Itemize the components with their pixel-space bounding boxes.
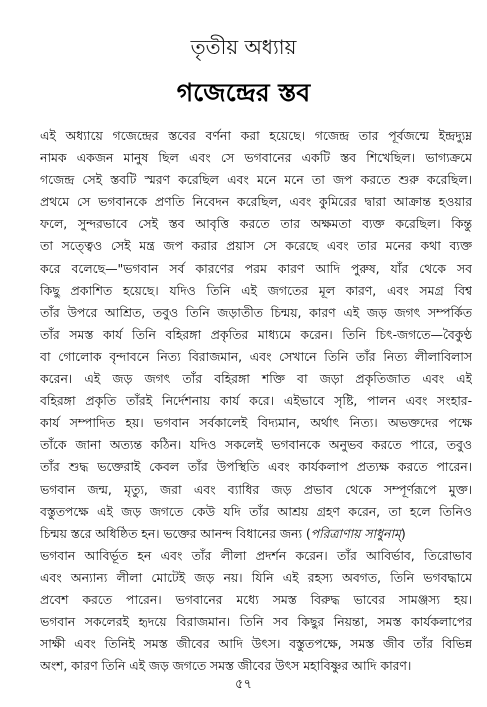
- text-line-12: করেন। এই জড় জগৎ তাঁর বহিরঙ্গা শক্তি বা জড়া প্রকৃতিজাত এবং এই: [40, 371, 472, 387]
- italic-phrase: পরিত্রাণায় সাধুনাম্: [310, 525, 401, 541]
- text-line-19: [40, 523, 472, 545]
- italic-close: ): [400, 525, 406, 541]
- text-line-17: ভগবান জন্ম, মৃত্যু, জরা এবং ব্যাধির জড় প্রভাব থেকে সম্পূর্ণরূপে মুক্ত।: [40, 481, 472, 497]
- text-line-23: ভগবান সকলেরই হৃদয়ে বিরাজমান। তিনি সব কিছুর নিয়ন্তা, সমস্ত কার্যকলাপের: [40, 614, 472, 630]
- text-line-10: তাঁর সমস্ত কার্য তিনি বহিরঙ্গা প্রকৃতির মাধ্যমে করেন। তিনি চিৎ-জগতে—বৈকুণ্ঠ: [40, 326, 472, 342]
- text-line-20: ভগবান আবির্ভূত হন এবং তাঁর লীলা প্রদর্শন করেন। তাঁর আবির্ভাব, তিরোভাব: [40, 547, 472, 563]
- text-line-6: তা সত্ত্বেও সেই মন্ত্র জপ করার প্রয়াস সে করেছে এবং তার মনের কথা ব্যক্ত: [40, 238, 472, 254]
- text-line-13: বহিরঙ্গা প্রকৃতি তাঁরই নির্দেশনায় কার্য করে। এইভাবে সৃষ্টি, পালন এবং সংহার-: [40, 393, 472, 409]
- text-line-15: তাঁকে জানা অত্যন্ত কঠিন। যদিও সকলেই ভগবানকে অনুভব করতে পারে, তবুও: [40, 437, 472, 453]
- text-line-24: সাক্ষী এবং তিনিই সমস্ত জীবের আদি উৎস। বস্তুতপক্ষে, সমস্ত জীব তাঁর বিভিন্ন: [40, 636, 472, 652]
- text-line-19-start: চিন্ময় স্তরে অধিষ্ঠিত হন। ভক্তের আনন্দ বিধানের জন্য (: [40, 525, 311, 541]
- text-line-14: কার্য সম্পাদিত হয়। ভগবান সর্বকালেই বিদ্যমান, অর্থাৎ নিত্য। অভক্তদের পক্ষে: [40, 415, 472, 431]
- text-line-7: করে বলেছে—"ভগবান সর্ব কারণের পরম কারণ আদি পুরুষ, যাঁর থেকে সব: [40, 260, 472, 276]
- text-line-9: তাঁর উপরে আশ্রিত, তবুও তিনি জড়াতীত চিন্ময়, কারণ এই জড় জগৎ সম্পর্কিত: [40, 304, 472, 320]
- text-line-11: বা গোলোক বৃন্দাবনে নিত্য বিরাজমান, এবং সেখানে তিনি তাঁর নিত্য লীলাবিলাস: [40, 348, 472, 364]
- text-line-25: অংশ, কারণ তিনি এই জড় জগতে সমস্ত জীবের উৎস মহাবিষ্ণুর আদি কারণ।: [40, 658, 412, 674]
- body-text: [40, 125, 472, 677]
- text-line-1: এই অধ্যায়ে গজেন্দ্রের স্তবের বর্ণনা করা হয়েছে। গজেন্দ্র তার পূর্বজন্মে ইন্দ্রদ্যুম্ন: [40, 128, 472, 143]
- text-line-5: ফলে, সুন্দরভাবে সেই স্তব আবৃত্তি করতে তার অক্ষমতা ব্যক্ত করেছিল। কিন্তু: [40, 216, 472, 232]
- text-line-16: তাঁর শুদ্ধ ভক্তেরাই কেবল তাঁর উপস্থিতি এবং কার্যকলাপ প্রত্যক্ষ করতে পারেন।: [40, 459, 472, 475]
- chapter-title: গজেন্দ্রের স্তব: [176, 78, 311, 107]
- text-line-18: বস্তুতপক্ষে এই জড় জগতে কেউ যদি তাঁর আশ্রয় গ্রহণ করেন, তা হলে তিনিও: [40, 503, 472, 519]
- text-line-22: প্রবেশ করতে পারেন। ভগবানের মধ্যে সমস্ত বিরুদ্ধ ভাবের সামঞ্জস্য হয়।: [40, 591, 472, 607]
- page-number: ৫৭: [235, 677, 252, 692]
- text-line-8: কিছু প্রকাশিত হয়েছে। যদিও তিনি এই জগতের মূল কারণ, এবং সমগ্র বিশ্ব: [40, 282, 472, 298]
- text-line-4: প্রথমে সে ভগবানকে প্রণতি নিবেদন করেছিল, এবং কুমিরের দ্বারা আক্রান্ত হওয়ার: [40, 194, 472, 210]
- text-line-3: গজেন্দ্র সেই স্তবটি স্মরণ করেছিল এবং মনে মনে তা জপ করতে শুরু করেছিল।: [40, 172, 472, 188]
- text-line-21: এবং অন্যান্য লীলা মোটেই জড় নয়। যিনি এই রহস্য অবগত, তিনি ভগবদ্ধামে: [40, 569, 472, 585]
- chapter-heading: তৃতীয় অধ্যায়: [190, 35, 297, 59]
- text-line-2: নামক একজন মানুষ ছিল এবং সে ভগবানের একটি স্তব শিখেছিল। ভাগ্যক্রমে: [40, 150, 472, 166]
